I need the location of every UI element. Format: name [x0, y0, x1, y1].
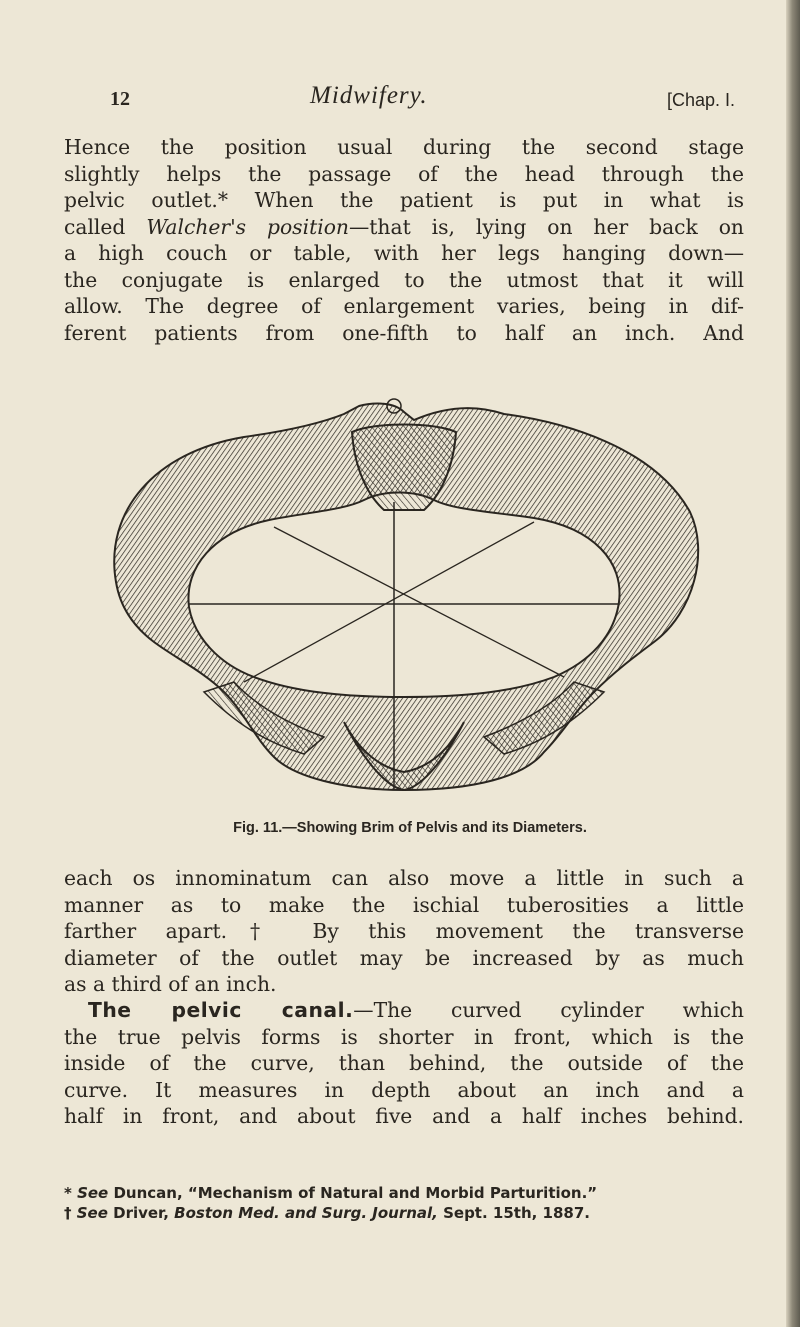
- figure-caption: Fig. 11.—Showing Brim of Pelvis and its Diameters.: [233, 820, 587, 836]
- running-title: Midwifery.: [310, 82, 428, 109]
- footnote-see: See: [76, 1204, 108, 1222]
- text-line: [64, 214, 744, 241]
- text-line: the true pelvis forms is shorter in front, which is the: [64, 1024, 744, 1049]
- footnote-2: [64, 1203, 744, 1223]
- page-header: [110, 84, 735, 118]
- footnote-mark: †: [64, 1204, 77, 1222]
- text-line: allow. The degree of enlargement varies, being in dif-: [64, 294, 744, 318]
- pelvis-illustration: [94, 392, 714, 804]
- text-segment: —The curved cylinder which: [353, 998, 744, 1022]
- footnote-author: Driver,: [107, 1204, 175, 1222]
- text-line: each os innominatum can also move a little in such a: [64, 866, 744, 890]
- text-segment: called: [64, 214, 147, 239]
- text-line: [64, 997, 744, 1024]
- text-line: diameter of the outlet may be increased by as much: [64, 945, 744, 970]
- chapter-label: [Chap. I.: [666, 90, 735, 110]
- footnote-see: See: [77, 1184, 109, 1202]
- footnote-date: Sept. 15th, 1887.: [437, 1204, 590, 1222]
- text-segment: —that is, lying on her back on: [348, 214, 744, 239]
- text-line: half in front, and about five and a half inches behind.: [64, 1104, 744, 1128]
- text-line: ferent patients from one-fifth to half an inch. And: [64, 320, 744, 345]
- text-line: the conjugate is enlarged to the utmost that it will: [64, 267, 744, 292]
- paragraph-1: [64, 134, 744, 346]
- text-line: pelvic outlet.* When the patient is put in what is: [64, 188, 744, 212]
- footnote-text: Duncan, “Mechanism of Natural and Morbid Parturition.”: [108, 1184, 598, 1202]
- italic-term: Walcher's position: [146, 214, 349, 239]
- paragraph-2: [64, 865, 744, 998]
- paragraph-3: [64, 997, 744, 1130]
- text-line: farther apart.† By this movement the transverse: [64, 919, 744, 943]
- text-line: slightly helps the passage of the head through the: [64, 161, 744, 186]
- footnotes: [64, 1183, 744, 1223]
- footnote-journal: Boston Med. and Surg. Journal,: [174, 1204, 438, 1222]
- page-number: 12: [110, 88, 130, 110]
- section-heading: The pelvic canal.: [88, 998, 354, 1022]
- text-line: a high couch or table, with her legs hanging down—: [64, 241, 744, 265]
- text-line: as a third of an inch.: [64, 972, 277, 996]
- footnote-1: [64, 1183, 744, 1203]
- text-line: inside of the curve, than behind, the outside of the: [64, 1051, 744, 1075]
- text-line: Hence the position usual during the second stage: [64, 135, 744, 159]
- text-line: curve. It measures in depth about an inch and a: [64, 1077, 744, 1102]
- footnote-mark: *: [64, 1184, 78, 1202]
- page-edge-shadow: [786, 0, 800, 1327]
- text-line: manner as to make the ischial tuberosities a little: [64, 892, 744, 917]
